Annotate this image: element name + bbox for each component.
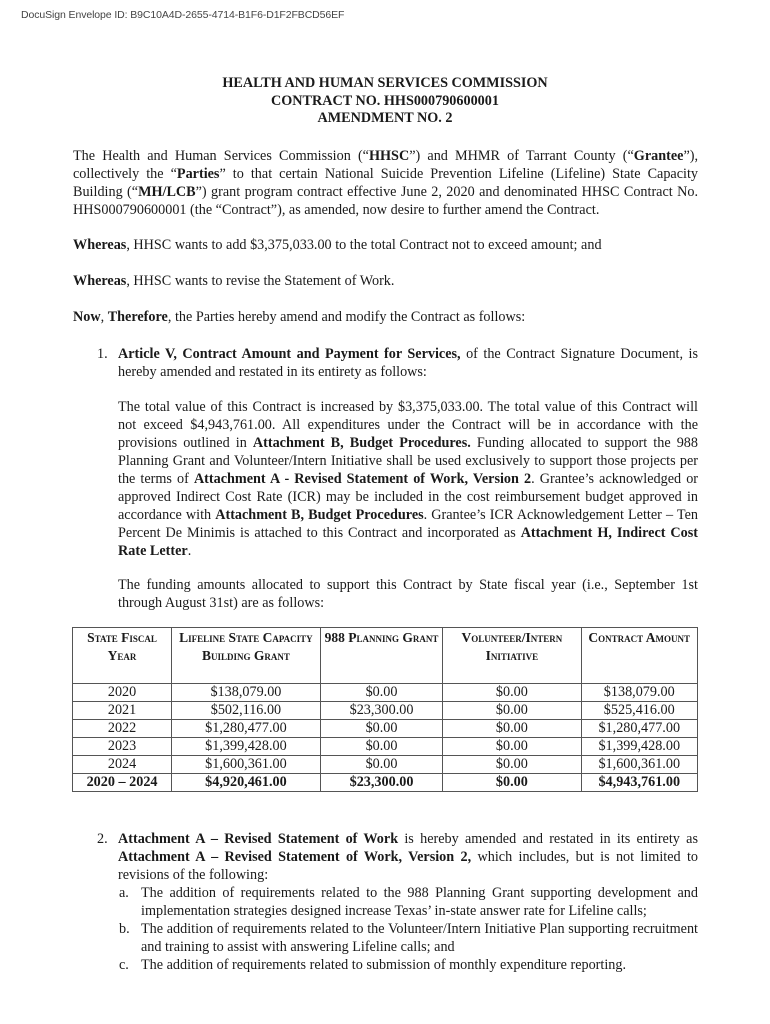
table-header-row: [73, 628, 698, 684]
total-lifeline: $4,920,461.00: [172, 774, 321, 792]
header-988-planning-grant: 988 Planning Grant: [320, 628, 442, 684]
intro-text: ” to that certain National Suicide Prevention Lifeline (Lifeline) State Capacity Building (“: [73, 166, 698, 200]
cell-988: $0.00: [320, 720, 442, 738]
whereas-label: Whereas: [73, 273, 127, 289]
total-volunteer: $0.00: [443, 774, 581, 792]
cell-contract: $525,416.00: [581, 702, 698, 720]
cell-contract: $1,399,428.00: [581, 738, 698, 756]
cell-988: $23,300.00: [320, 702, 442, 720]
cell-contract: $138,079.00: [581, 684, 698, 702]
cell-year: 2023: [73, 738, 172, 756]
subitem-c-text: The addition of requirements related to submission of monthly expenditure reporting.: [141, 957, 627, 973]
item-2-paragraph: [118, 830, 698, 884]
intro-bold-hhsc: HHSC: [368, 148, 410, 164]
subitem-b-text: The addition of requirements related to the Volunteer/Intern Initiative Plan supporting recruitment and training to assist with answering Lifeline calls; and: [141, 921, 698, 955]
cell-lifeline: $138,079.00: [172, 684, 321, 702]
cell-988: $0.00: [320, 756, 442, 774]
subitem-a-letter: a.: [119, 885, 129, 901]
whereas-label: Whereas: [73, 237, 127, 253]
intro-text: ”) and MHMR of Tarrant County (“: [409, 148, 634, 164]
cell-contract: $1,600,361.00: [581, 756, 698, 774]
table-row: [73, 738, 698, 756]
cell-year: 2021: [73, 702, 172, 720]
intro-text: The Health and Human Services Commission (“: [73, 148, 369, 164]
total-text: The total value of this Contract is increased by $3,375,033.00. The total value of this Contract will not exceed $4,943,761.00. All expenditures under the Contract will be in accordance with the provisions outlined in: [118, 399, 698, 451]
cell-volunteer: $0.00: [443, 684, 581, 702]
now-therefore-clause: [73, 308, 698, 326]
attachment-a-ref: Attachment A – Revised Statement of Work: [118, 831, 399, 847]
total-text: .: [187, 543, 192, 559]
separator: ,: [100, 309, 108, 325]
docusign-envelope-id: DocuSign Envelope ID: B9C10A4D-2655-4714-B1F6-D1F2FBCD56EF: [21, 9, 345, 21]
funding-table: [72, 627, 698, 792]
funding-intro-paragraph: The funding amounts allocated to support this Contract by State fiscal year (i.e., September 1st through August 31st) are as follows:: [118, 577, 698, 611]
cell-year: 2024: [73, 756, 172, 774]
whereas-text: , HHSC wants to revise the Statement of Work.: [126, 273, 395, 289]
attachment-b-ref: Attachment B, Budget Procedures.: [252, 435, 471, 451]
cell-volunteer: $0.00: [443, 702, 581, 720]
cell-volunteer: $0.00: [443, 738, 581, 756]
subitem-a-text: The addition of requirements related to the 988 Planning Grant supporting development and implementation strategies designed increase Texas’ in-state answer rate for Lifeline calls;: [141, 885, 698, 919]
document-title: [0, 75, 770, 128]
item-2-number: 2.: [97, 831, 108, 847]
total-text: . Grantee’s acknowledged or approved Indirect Cost Rate (ICR) may be included in the cost reimbursement budget approved in accordance with: [118, 471, 699, 523]
total-text: Funding allocated to support the 988 Planning Grant and Volunteer/Intern Initiative shall be used exclusively to support those projects per the terms of: [118, 435, 698, 487]
title-contract-number: CONTRACT NO. HHS000790600001: [271, 92, 499, 109]
header-lifeline-grant: Lifeline State Capacity Building Grant: [172, 628, 321, 684]
title-amendment: AMENDMENT NO. 2: [317, 110, 453, 126]
whereas-clause-2: [73, 272, 698, 290]
cell-volunteer: $0.00: [443, 720, 581, 738]
cell-lifeline: $1,280,477.00: [172, 720, 321, 738]
intro-bold-parties: Parties: [176, 166, 220, 182]
subitem-c-letter: c.: [119, 957, 129, 973]
cell-988: $0.00: [320, 684, 442, 702]
total-988: $23,300.00: [320, 774, 442, 792]
item-1-text: of the Contract Signature Document, is hereby amended and restated in its entirety as follows:: [118, 346, 698, 380]
header-contract-amount: Contract Amount: [581, 628, 698, 684]
item-1-heading: [118, 345, 698, 381]
cell-contract: $1,280,477.00: [581, 720, 698, 738]
cell-year: 2020: [73, 684, 172, 702]
total-value-paragraph: [118, 398, 698, 560]
intro-text: ”), collectively the “: [73, 148, 699, 182]
cell-lifeline: $1,399,428.00: [172, 738, 321, 756]
title-commission: HEALTH AND HUMAN SERVICES COMMISSION: [222, 75, 548, 91]
header-state-fiscal-year: State Fiscal Year: [73, 628, 172, 684]
therefore-label: Therefore: [107, 309, 168, 325]
table-row: [73, 684, 698, 702]
intro-paragraph: [73, 147, 698, 219]
intro-bold-grantee: Grantee: [633, 148, 684, 164]
table-row: [73, 702, 698, 720]
total-contract: $4,943,761.00: [581, 774, 698, 792]
item-2-text: is hereby amended and restated in its entirety as: [398, 831, 698, 847]
subitem-b-letter: b.: [119, 921, 130, 937]
attachment-h-ref: Attachment H, Indirect Cost Rate Letter: [118, 525, 699, 559]
article-v-title: Article V, Contract Amount and Payment for Services,: [118, 346, 461, 362]
cell-988: $0.00: [320, 738, 442, 756]
item-2-text: which includes, but is not limited to revisions of the following:: [118, 849, 698, 883]
total-years: 2020 – 2024: [73, 774, 172, 792]
whereas-clause-1: [73, 236, 698, 254]
whereas-text: , HHSC wants to add $3,375,033.00 to the total Contract not to exceed amount; and: [126, 237, 602, 253]
cell-lifeline: $1,600,361.00: [172, 756, 321, 774]
intro-text: ”) grant program contract effective June 2, 2020 and denominated HHSC Contract No. HHS000790600001 (the “Contract”), as amended, now desire to further amend the Contract.: [73, 184, 698, 218]
table-row: [73, 720, 698, 738]
item-1-number: 1.: [97, 346, 108, 362]
table-row: [73, 756, 698, 774]
attachment-a-ref: Attachment A - Revised Statement of Work, Version 2: [193, 471, 532, 487]
intro-bold-mhlcb: MH/LCB: [138, 184, 196, 200]
cell-volunteer: $0.00: [443, 756, 581, 774]
now-label: Now: [73, 309, 101, 325]
table-total-row: [73, 774, 698, 792]
attachment-a-v2-ref: Attachment A – Revised Statement of Work, Version 2,: [118, 849, 472, 865]
now-text: , the Parties hereby amend and modify the Contract as follows:: [167, 309, 526, 325]
cell-year: 2022: [73, 720, 172, 738]
attachment-b-ref: Attachment B, Budget Procedures: [215, 507, 424, 523]
header-volunteer-intern: Volunteer/Intern Initiative: [443, 628, 581, 684]
cell-lifeline: $502,116.00: [172, 702, 321, 720]
total-text: . Grantee’s ICR Acknowledgement Letter – Ten Percent De Minimis is attached to this Contract and incorporated as: [118, 507, 698, 541]
